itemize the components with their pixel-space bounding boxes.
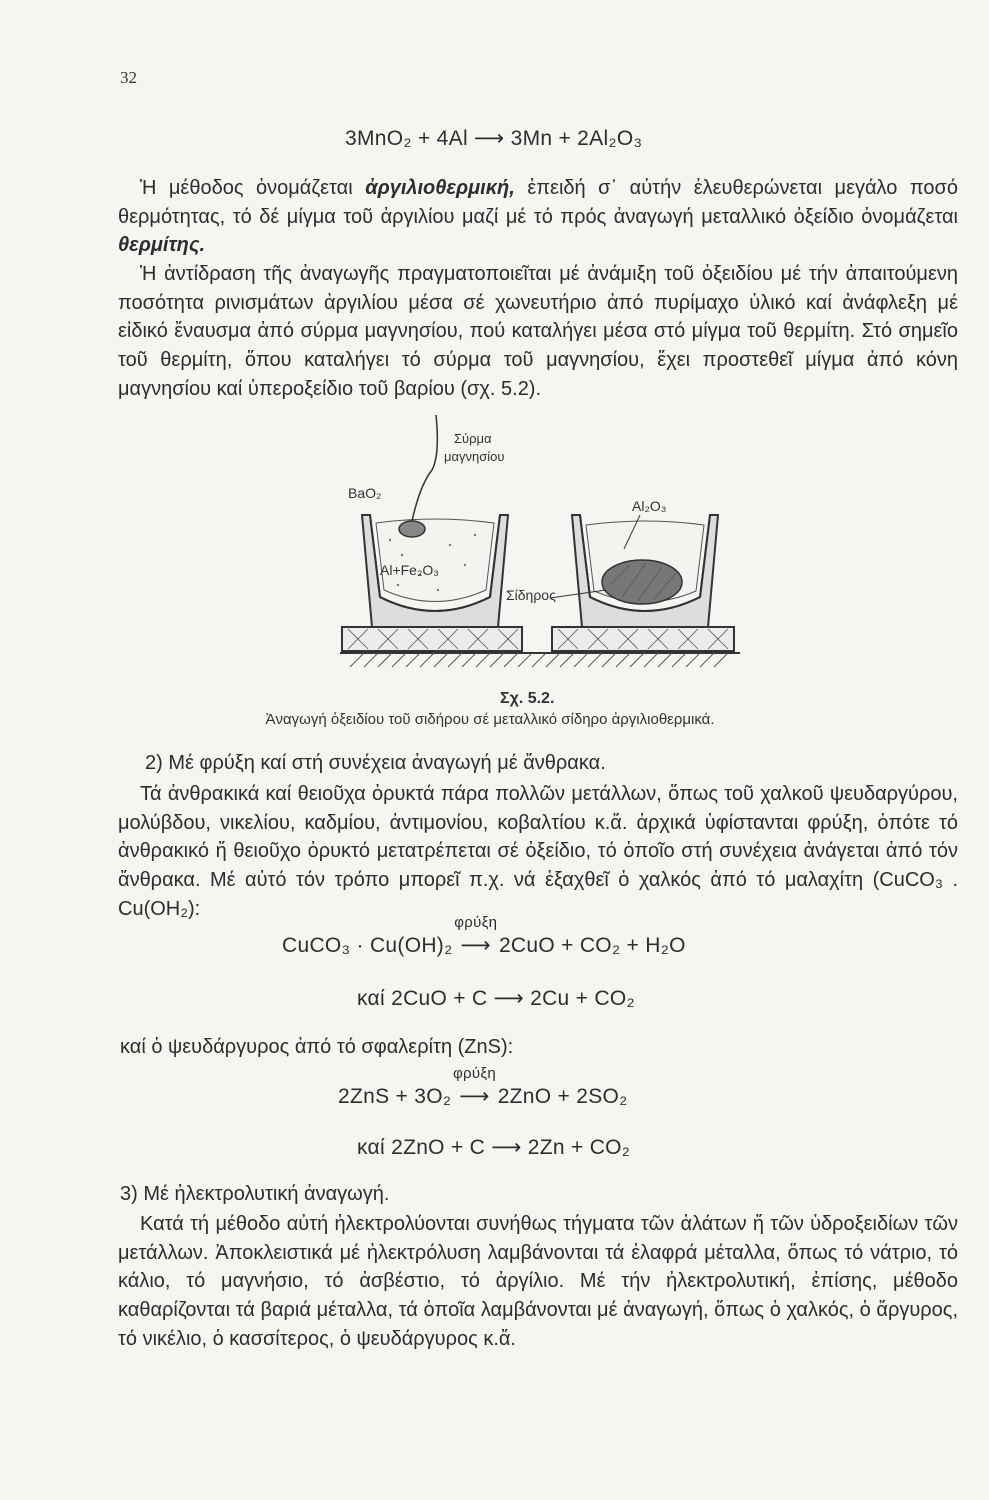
section-3-text: Κατά τή μέθοδο αὐτή ἠλεκτρολύονται συνήθως τήγματα τῶν ἀλάτων ἤ τῶν ὑδροξειδίων τῶν μετάλλων. Ἀποκλειστικά μέ ἠλεκτρόλυση λαμβάνονται τά ἐλαφρά μέταλλα, ὅπως τό νάτριο, τό κάλιο, τό μαγνήσιο, τό ἀσβέστιο, τό ἀργίλιο. Μέ τήν ἠλεκτρολυτική, ἐπίσης, μέθοδο καθαρίζονται τά βαριά μέταλλα, τά ὁποῖα λαμβάνονται μέ ἀναγωγή, ὅπως ὁ χαλκός, ὁ ἄργυρος, τό νικέλιο, ὁ κασσίτερος, ὁ ψευδάργυρος κ.ἄ. xyxy=(118,1213,958,1350)
right-base xyxy=(552,627,734,651)
label-wire-2: μαγνησίου xyxy=(444,449,505,464)
figure-caption-text: Ἀναγωγή ὀξειδίου τοῦ σιδήρου σέ μεταλλικό σίδηρο ἀργιλιοθερμικά. xyxy=(265,711,715,728)
zinc-intro: καί ὁ ψευδάργυρος ἀπό τό σφαλερίτη (ZnS): xyxy=(120,1036,514,1058)
equation-malachite-roasting xyxy=(282,914,686,958)
label-bao2: BaO₂ xyxy=(348,485,382,501)
term-aluminothermy: ἀργιλιοθερμική, xyxy=(365,177,515,199)
left-base xyxy=(342,627,522,651)
label-iron: Σίδηρος xyxy=(506,587,556,603)
section-3-heading: 3) Μέ ἠλεκτρολυτική ἀναγωγή. xyxy=(120,1183,390,1205)
roasting-label: φρύξη xyxy=(454,914,498,931)
eq4-right: 2ZnO + 2SO₂ xyxy=(497,1085,628,1108)
magnesium-wire xyxy=(412,415,437,521)
paragraph-aluminothermy xyxy=(118,174,958,260)
equation-sphalerite-roasting xyxy=(338,1065,628,1109)
figure-crucibles xyxy=(340,415,740,690)
term-thermite: θερμίτης. xyxy=(118,234,206,257)
ground-hatch xyxy=(350,653,728,667)
roasting-arrow: φρύξη ⟶ xyxy=(454,914,498,957)
paragraph-reaction: Ἡ ἀντίδραση τῆς ἀναγωγῆς πραγματοποιεῖται μέ ἀνάμιξη τοῦ ὀξειδίου μέ τήν ἀπαιτούμενη ποσότητα ρινισμάτων ἀργιλίου μέσα σέ χωνευτήριο ἀπό πυρίμαχο ὑλικό καί ἀνάφλεξη μέ εἰδικό ἔναυσμα ἀπό σύρμα μαγνησίου, πού καταλήγει μέσα στό μίγμα τοῦ θερμίτη. Στό σημεῖο τοῦ θερμίτη, ὅπου καταλήγει τό σύρμα τοῦ μαγνησίου, ἔχει προστεθεῖ μίγμα ἀπό κόνη μαγνησίου καί ὑπεροξείδιο τοῦ βαρίου (σχ. 5.2). xyxy=(118,263,958,400)
section-2-heading: 2) Μέ φρύξη καί στή συνέχεια ἀναγωγή μέ ἄνθρακα. xyxy=(145,752,606,774)
figure-caption-number: Σχ. 5.2. xyxy=(500,690,555,707)
eq2-right: 2CuO + CO₂ + H₂O xyxy=(498,934,686,957)
para1-text-middle: ἐπειδή σ᾽ αὐτήν ἐλευθερώνεται μεγάλο ποσό θερμότητας, τό δέ μίγμα τοῦ ἀργιλίου μαζί μέ τό πρός ἀναγωγή μεταλλικό ὀξείδιο ὀνομάζεται xyxy=(118,177,958,228)
eq2-left: CuCO₃ · Cu(OH)₂ xyxy=(282,934,453,957)
label-al2o3: Al₂O₃ xyxy=(632,498,667,514)
equation-zinc-reduction: καί 2ZnO + C ⟶ 2Zn + CO₂ xyxy=(357,1136,631,1159)
roasting-label-2: φρύξη xyxy=(452,1065,497,1082)
eq4-left: 2ZnS + 3O₂ xyxy=(338,1085,452,1108)
section-2-text: Τά ἀνθρακικά καί θειοῦχα ὀρυκτά πάρα πολλῶν μετάλλων, ὅπως τοῦ χαλκοῦ ψευδαργύρου, μολύβδου, νικελίου, καδμίου, ἀντιμονίου, κοβαλτίου κ.ἄ. ἀρχικά ὑφίστανται φρύξη, ὁπότε τό ἀνθρακικό ἤ θειοῦχο ὀρυκτό μετατρέπεται σέ ὀξείδιο, τό ὁποῖο στή συνέχεια ἀνάγεται ἀπό τόν ἄνθρακα. Μέ αὐτό τόν τρόπο μπορεῖ π.χ. νά ἐξαχθεῖ ὁ χαλκός ἀπό τό μαλαχίτη (CuCO₃ . Cu(OH₂): xyxy=(118,783,958,920)
left-crucible-mixture xyxy=(376,519,494,602)
equation-thermite: 3MnO₂ + 4Al ⟶ 3Mn + 2Al₂O₃ xyxy=(345,127,643,150)
label-mixture: Al+Fe₂O₃ xyxy=(380,562,439,578)
label-wire: Σύρμα xyxy=(454,431,492,446)
roasting-arrow-2: φρύξη ⟶ xyxy=(452,1065,497,1108)
equation-copper-reduction: καί 2CuO + C ⟶ 2Cu + CO₂ xyxy=(357,987,635,1010)
bao2-ignition-mixture xyxy=(399,521,425,537)
molten-iron-pool xyxy=(602,560,682,604)
page-number: 32 xyxy=(120,68,137,87)
para1-text-start: Ἡ μέθοδος ὀνομάζεται xyxy=(140,177,366,199)
